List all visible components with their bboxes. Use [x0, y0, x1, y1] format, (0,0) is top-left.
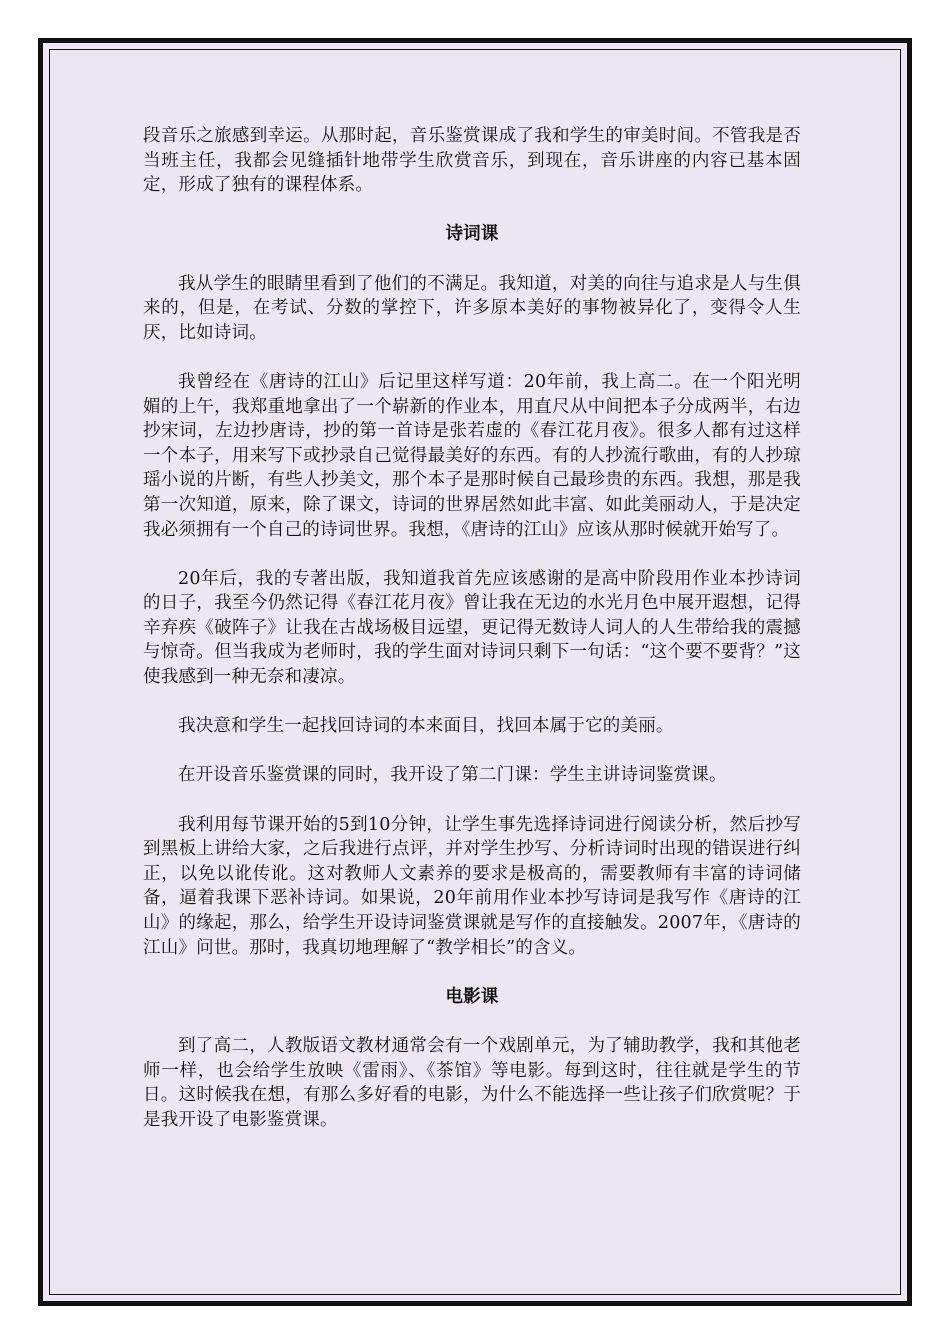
paragraph-dissatisfaction: 我从学生的眼睛里看到了他们的不满足。我知道，对美的向往与追求是人与生俱来的，但是，在考试、分数的掌控下，许多原本美好的事物被异化了，变得令人生厌，比如诗词。 [143, 273, 801, 343]
article-body [143, 124, 801, 1157]
paragraph-film-course: 到了高二，人教版语文教材通常会有一个戏剧单元，为了辅助教学，我和其他老师一样，也会给学生放映《雷雨》、《茶馆》等电影。每到这时，往往就是学生的节日。这时候我在想，有那么多好看的电影，为什么不能选择一些让孩子们欣赏呢？于是我开设了电影鉴赏课。 [143, 1035, 801, 1130]
section-heading-film: 电影课 [445, 986, 499, 1007]
paragraph-second-course: 在开设音乐鉴赏课的同时，我开设了第二门课：学生主讲诗词鉴赏课。 [178, 765, 727, 786]
paragraph-continuation: 段音乐之旅感到幸运。从那时起，音乐鉴赏课成了我和学生的审美时间。不管我是否当班主任，我都会见缝插针地带学生欣赏音乐，到现在，音乐讲座的内容已基本固定，形成了独有的课程体系。 [143, 126, 801, 196]
paragraph-afterword-quote: 我曾经在《唐诗的江山》后记里这样写道：20年前，我上高二。在一个阳光明媚的上午，我郑重地拿出了一个崭新的作业本，用直尺从中间把本子分成两半，右边抄宋词，左边抄唐诗，抄的第一首诗是张若虚的《春江花月夜》。很多人都有过这样一个本子，用来写下或抄录自己觉得最美好的东西。有的人抄流行歌曲，有的人抄琼瑶小说的片断，有些人抄美文，那个本子是那时候自己最珍贵的东西。我想，那是我第一次知道，原来，除了课文，诗词的世界居然如此丰富、如此美丽动人，于是决定我必须拥有一个自己的诗词世界。我想，《唐诗的江山》应该从那时候就开始写了。 [143, 371, 801, 540]
paragraph-poetry-method: 我利用每节课开始的5到10分钟，让学生事先选择诗词进行阅读分析，然后抄写到黑板上讲给大家，之后我进行点评，并对学生抄写、分析诗词时出现的错误进行纠正，以免以讹传讹。这对教师人文素养的要求是极高的，需要教师有丰富的诗词储备，逼着我课下恶补诗词。如果说，20年前用作业本抄写诗词是我写作《唐诗的江山》的缘起，那么，给学生开设诗词鉴赏课就是写作的直接触发。2007年，《唐诗的江山》问世。那时，我真切地理解了“教学相长”的含义。 [143, 814, 801, 958]
paragraph-resolve: 我决意和学生一起找回诗词的本来面目，找回本属于它的美丽。 [178, 716, 674, 737]
paragraph-twenty-years-later: 20年后，我的专著出版，我知道我首先应该感谢的是高中阶段用作业本抄诗词的日子，我至今仍然记得《春江花月夜》曾让我在无边的水光月色中展开遐想，记得辛弃疾《破阵子》让我在古战场极目远望，更记得无数诗人词人的人生带给我的震撼与惊奇。但当我成为老师时，我的学生面对诗词只剩下一句话：“这个要不要背？”这使我感到一种无奈和凄凉。 [143, 568, 801, 688]
section-heading-poetry: 诗词课 [445, 224, 499, 245]
